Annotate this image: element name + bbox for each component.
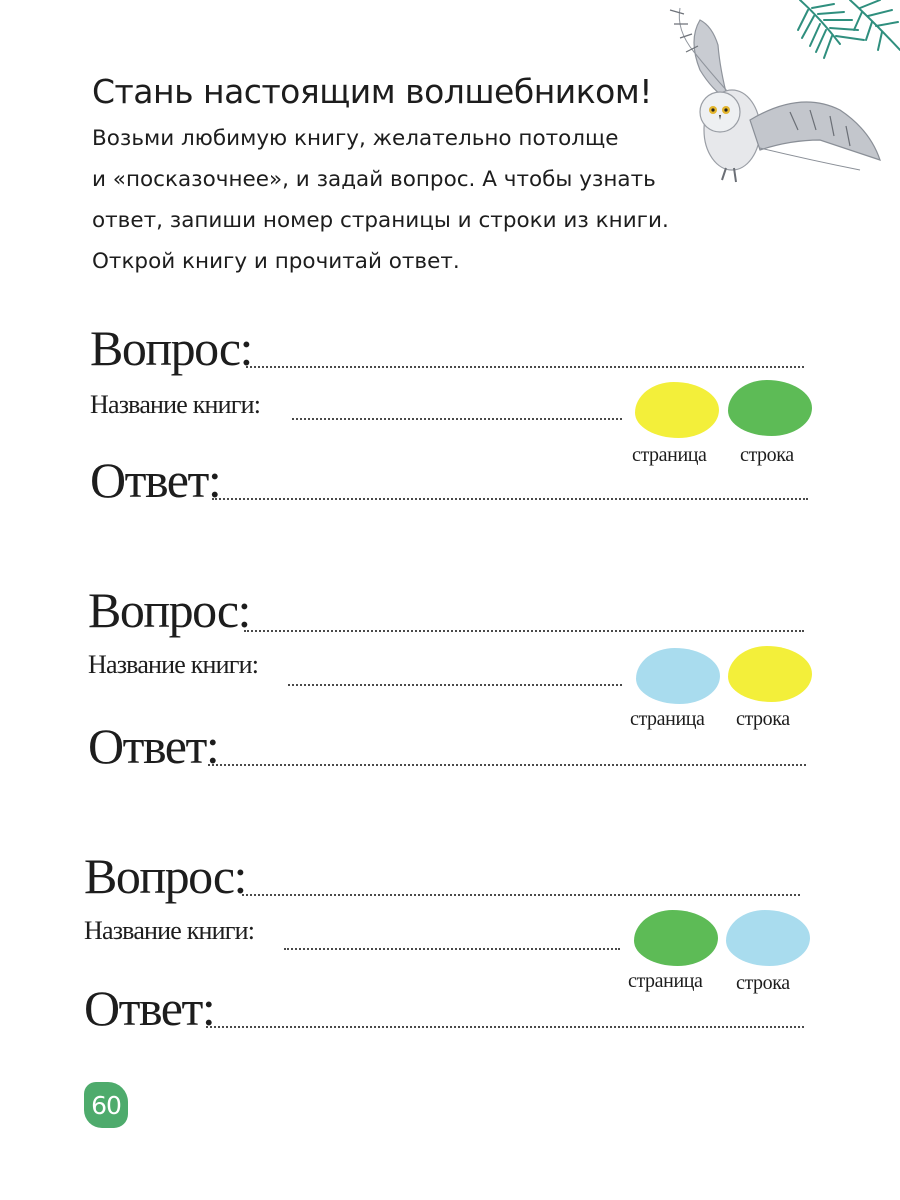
line-number-caption: строка — [740, 444, 794, 466]
book-title-input-line[interactable] — [288, 684, 622, 686]
book-title-label: Название книги: — [84, 916, 255, 945]
question-label: Вопрос: — [84, 848, 246, 904]
page-number-box[interactable] — [635, 382, 719, 438]
line-number-box[interactable] — [726, 910, 810, 966]
line-number-box[interactable] — [728, 646, 812, 702]
page-title: Стань настоящим волшебником! — [92, 72, 652, 111]
question-form-1 — [90, 318, 850, 518]
question-input-line[interactable] — [246, 366, 804, 368]
intro-line-4: Открой книгу и прочитай ответ. — [92, 249, 460, 274]
intro-block — [92, 72, 712, 282]
page-number-box[interactable] — [636, 648, 720, 704]
answer-label: Ответ: — [90, 452, 221, 508]
line-number-box[interactable] — [728, 380, 812, 436]
book-title-input-line[interactable] — [292, 418, 622, 420]
question-form-3 — [84, 846, 844, 1046]
palm-leaf-icon — [798, 0, 900, 58]
question-label: Вопрос: — [88, 582, 250, 638]
line-number-caption: строка — [736, 972, 790, 994]
book-title-label: Название книги: — [90, 390, 261, 419]
question-input-line[interactable] — [242, 894, 800, 896]
page-number-badge: 60 — [84, 1082, 128, 1128]
question-input-line[interactable] — [244, 630, 804, 632]
intro-line-3: ответ, запиши номер страницы и строки из книги. — [92, 208, 669, 233]
answer-input-line[interactable] — [206, 1026, 804, 1028]
page-number-box[interactable] — [634, 910, 718, 966]
answer-label: Ответ: — [88, 718, 219, 774]
line-number-caption: строка — [736, 708, 790, 730]
page-number-caption: страница — [628, 970, 703, 992]
page-number-caption: страница — [632, 444, 707, 466]
answer-input-line[interactable] — [212, 498, 808, 500]
answer-input-line[interactable] — [208, 764, 806, 766]
book-title-label: Название книги: — [88, 650, 259, 679]
page-number-caption: страница — [630, 708, 705, 730]
question-label: Вопрос: — [90, 320, 252, 376]
answer-label: Ответ: — [84, 980, 215, 1036]
intro-line-1: Возьми любимую книгу, желательно потолще — [92, 126, 619, 151]
book-title-input-line[interactable] — [284, 948, 620, 950]
question-form-2 — [88, 580, 848, 780]
intro-line-2: и «посказочнее», и задай вопрос. А чтобы узнать — [92, 167, 656, 192]
